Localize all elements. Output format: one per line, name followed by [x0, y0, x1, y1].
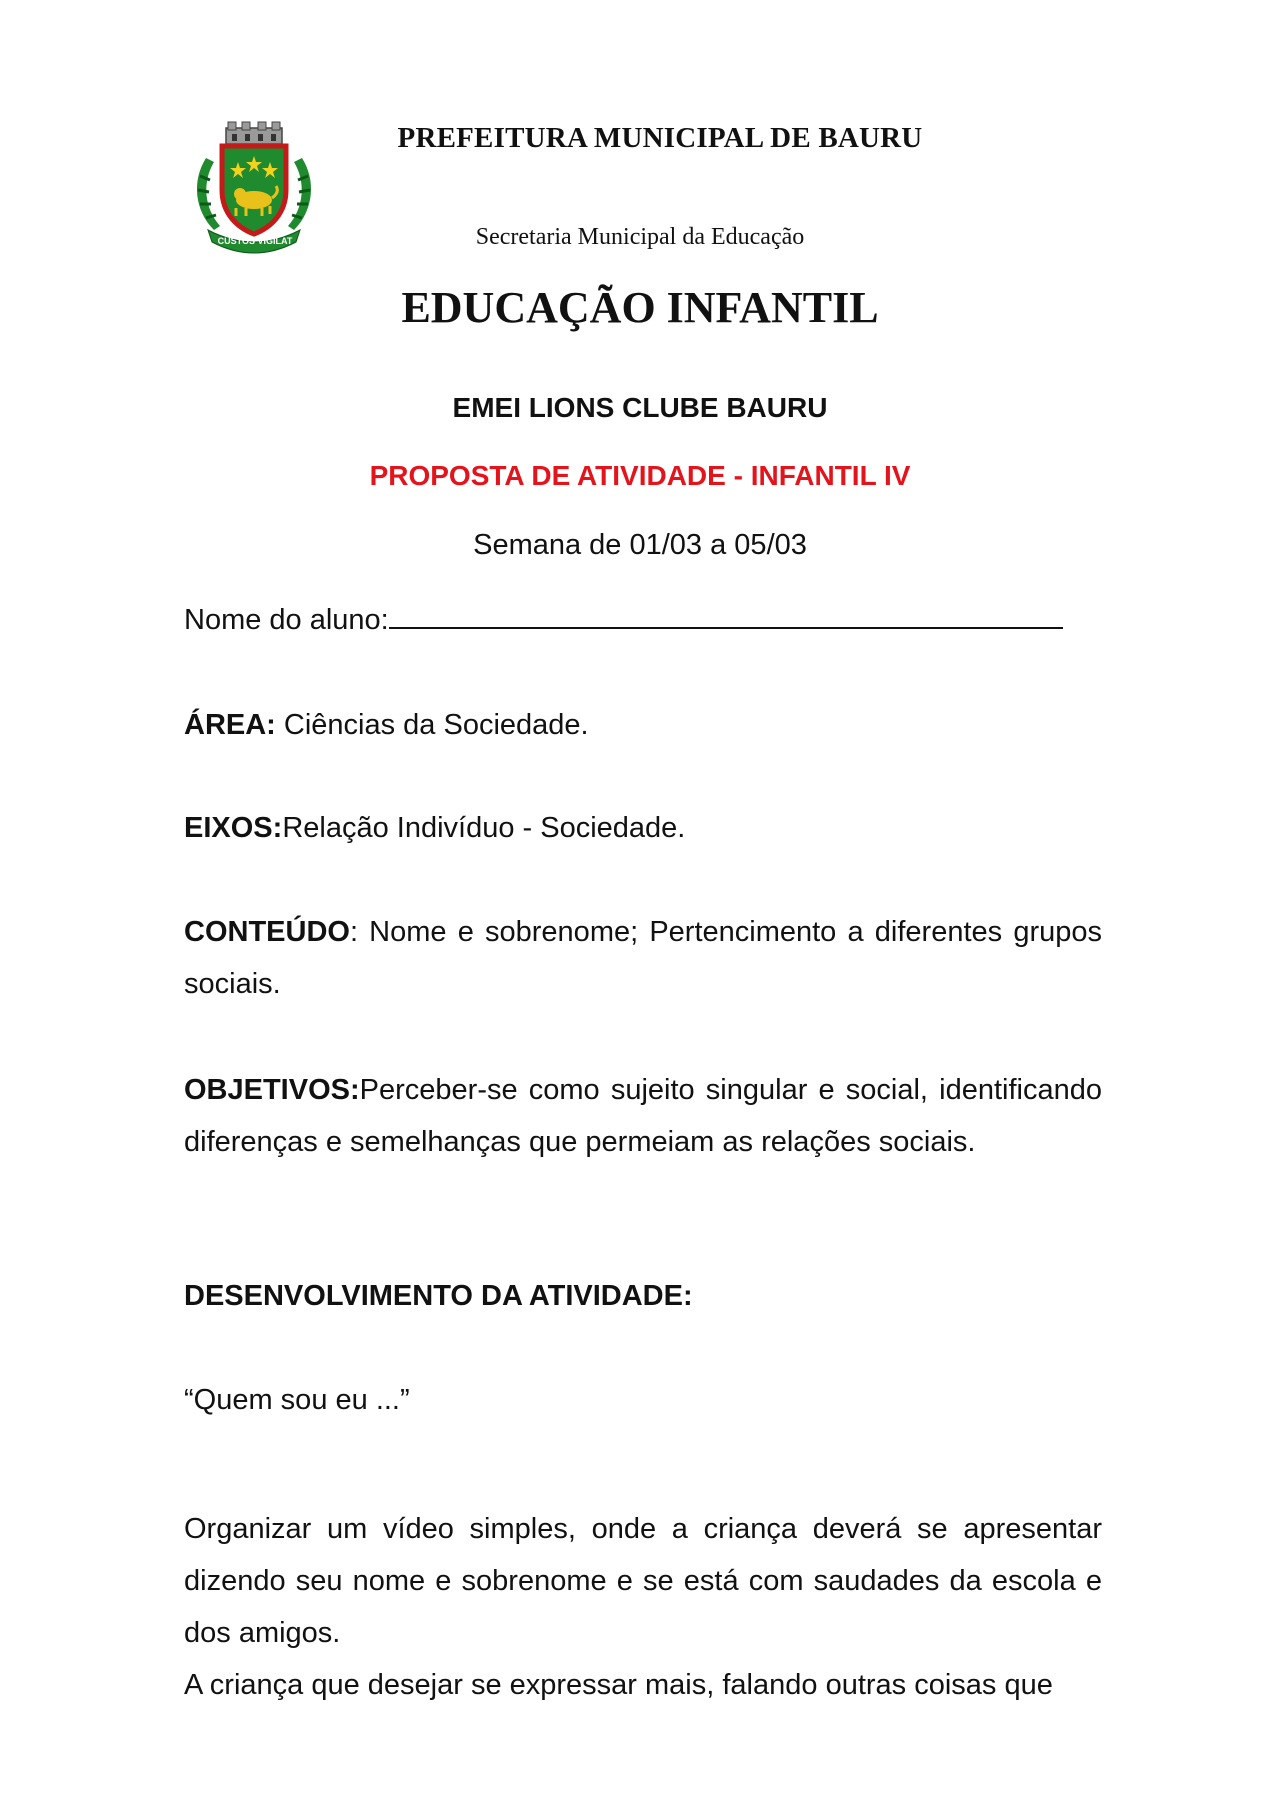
school-name: EMEI LIONS CLUBE BAURU — [452, 392, 828, 423]
desenvolvimento-heading: DESENVOLVIMENTO DA ATIVIDADE: — [184, 1280, 693, 1312]
student-name-label: Nome do aluno: — [184, 604, 389, 636]
quem-sou-eu-title: “Quem sou eu ...” — [184, 1384, 410, 1416]
area-section — [184, 699, 1102, 751]
instructions-paragraph-2: A criança que desejar se expressar mais, falando outras coisas que — [184, 1669, 1053, 1701]
area-label: ÁREA: — [184, 709, 276, 741]
area-text: Ciências da Sociedade. — [275, 709, 589, 741]
crest-motto: CUSTOS VIGILAT — [217, 236, 293, 246]
week-range: Semana de 01/03 a 05/03 — [473, 529, 807, 561]
objetivos-section — [184, 1064, 1102, 1168]
page-title: EDUCAÇÃO INFANTIL — [401, 283, 879, 332]
eixos-section — [184, 802, 1102, 854]
instructions-paragraph-1: Organizar um vídeo simples, onde a criança deverá se apresentar dizendo seu nome e sobrenome e se está com saudades da escola e dos amigos. — [184, 1513, 1102, 1649]
eixos-label: EIXOS: — [184, 812, 283, 844]
secretaria-subheading: Secretaria Municipal da Educação — [475, 224, 805, 250]
conteudo-text: : Nome e sobrenome; Pertencimento a diferentes grupos sociais. — [184, 916, 1102, 1000]
objetivos-label: OBJETIVOS: — [184, 1074, 360, 1106]
student-name-blank — [389, 599, 1063, 629]
conteudo-section — [184, 906, 1102, 1010]
objetivos-text: Perceber-se como sujeito singular e social, identificando diferenças e semelhanças que permeiam as relações sociais. — [184, 1074, 1102, 1158]
eixos-text: Relação Indivíduo - Sociedade. — [282, 812, 686, 844]
prefeitura-heading: PREFEITURA MUNICIPAL DE BAURU — [397, 122, 923, 154]
conteudo-label: CONTEÚDO — [184, 916, 350, 948]
proposta-heading: PROPOSTA DE ATIVIDADE - INFANTIL IV — [369, 460, 911, 491]
student-name-row — [184, 599, 1104, 637]
